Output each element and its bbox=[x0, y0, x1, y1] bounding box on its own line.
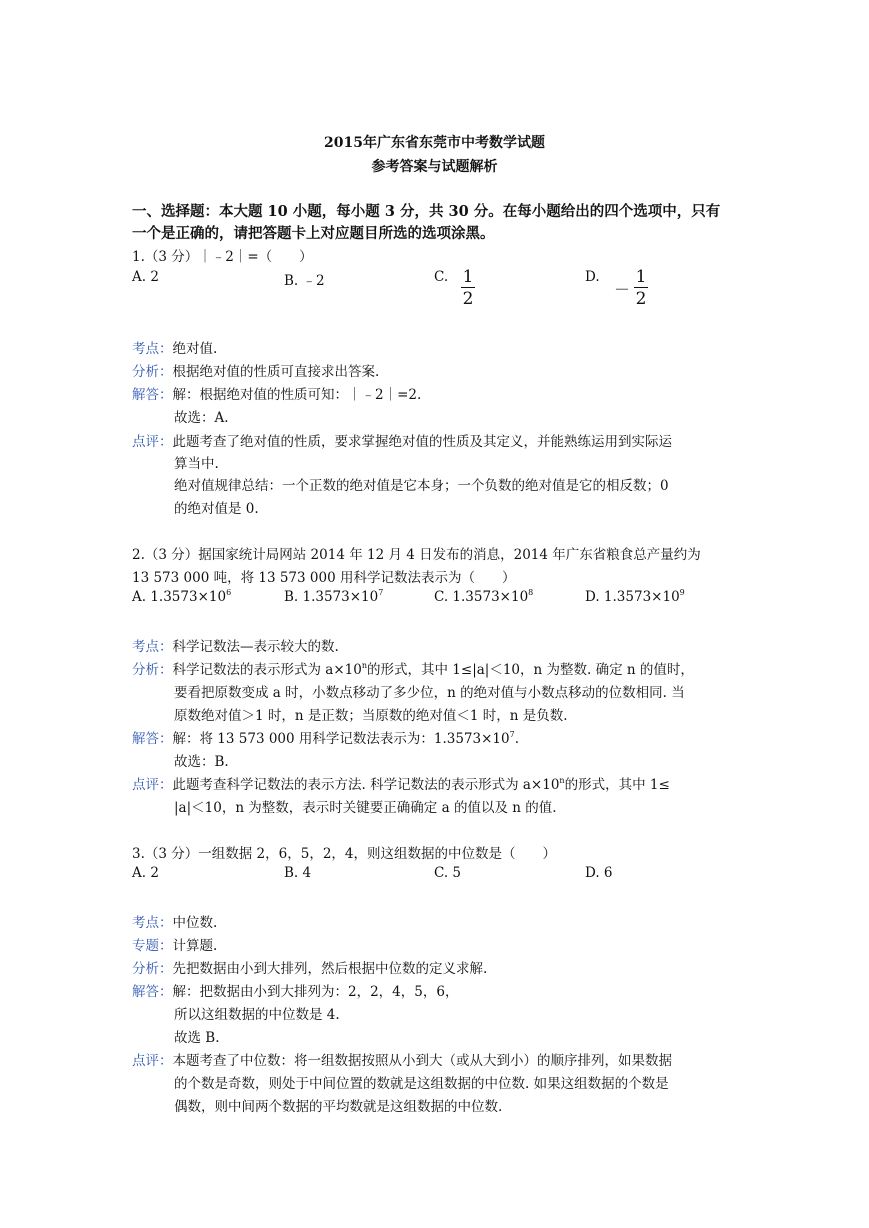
q1-jieda-choice: 故选：A. bbox=[174, 410, 229, 426]
q3-kaodian: 考点：中位数. bbox=[132, 915, 218, 931]
q2-jieda: 解答：解：将 13 573 000 用科学记数法表示为：$1.3573\times 10^7$. bbox=[132, 730, 519, 747]
q1-option-c-label: C. bbox=[434, 269, 449, 285]
q2-option-d: D. $1.3573\times 10^9$ bbox=[585, 588, 685, 605]
q2-fenxi: 分析：科学记数法的表示形式为 $a\times 10^n$的形式，其中 1≤|a|＜10，n 为整数. 确定 n 的值时， bbox=[132, 661, 694, 678]
q1-option-d-numerator: 1 bbox=[635, 267, 647, 287]
q2-fenxi-line3: 原数绝对值＞1 时，n 是正数；当原数的绝对值＜1 时，n 是负数. bbox=[174, 708, 568, 724]
q3-jieda: 解答：解：把数据由小到大排列为：2，2，4，5，6， bbox=[132, 984, 459, 1000]
q2-kaodian: 考点：科学记数法—表示较大的数. bbox=[132, 639, 339, 655]
q2-dianping: 点评：此题考查科学记数法的表示方法. 科学记数法的表示形式为 $a\times 10^n$的形式，其中 1≤ bbox=[132, 776, 670, 793]
q1-jieda: 解答：解：根据绝对值的性质可知：｜﹣2｜=2. bbox=[132, 387, 422, 403]
q3-option-b: B. 4 bbox=[284, 865, 312, 881]
q1-option-c-fraction bbox=[461, 268, 475, 308]
q1-kaodian: 考点：绝对值. bbox=[132, 341, 218, 357]
q2-jieda-choice: 故选：B. bbox=[174, 754, 229, 770]
q1-option-d-denominator: 2 bbox=[635, 289, 647, 309]
q2-option-b: B. $1.3573\times 10^7$ bbox=[284, 588, 384, 605]
q3-option-c: C. 5 bbox=[434, 865, 462, 881]
q1-dianping-line4: 的绝对值是 0. bbox=[174, 501, 259, 517]
q1-dianping: 点评：此题考查了绝对值的性质，要求掌握绝对值的性质及其定义，并能熟练运用到实际运 bbox=[132, 434, 672, 450]
q1-stem: 1.（3 分）｜﹣2｜=（ ） bbox=[132, 249, 313, 265]
q3-option-d: D. 6 bbox=[585, 865, 613, 881]
page-title: 2015年广东省东莞市中考数学试题 bbox=[324, 135, 545, 151]
q3-dianping-line3: 偶数，则中间两个数据的平均数就是这组数据的中位数. bbox=[174, 1099, 503, 1115]
q3-dianping: 点评：本题考查了中位数：将一组数据按照从小到大（或从大到小）的顺序排列，如果数据 bbox=[132, 1053, 672, 1069]
section-heading-line1: 一、选择题：本大题 10 小题，每小题 3 分，共 30 分。在每小题给出的四个选项中，只有 bbox=[132, 203, 721, 220]
q1-option-c-numerator: 1 bbox=[462, 267, 474, 287]
q1-dianping-line2: 算当中. bbox=[174, 456, 219, 472]
q1-dianping-line3: 绝对值规律总结：一个正数的绝对值是它本身；一个负数的绝对值是它的相反数；0 bbox=[174, 478, 669, 494]
q2-option-a: A. $1.3573\times 10^6$ bbox=[132, 588, 232, 605]
q3-fenxi: 分析：先把数据由小到大排列，然后根据中位数的定义求解. bbox=[132, 961, 488, 977]
section-heading-line2: 一个是正确的，请把答题卡上对应题目所选的选项涂黑。 bbox=[132, 225, 495, 242]
q2-dianping-line2: |a|＜10，n 为整数，表示时关键要正确确定 a 的值以及 n 的值. bbox=[174, 800, 557, 816]
q1-option-c-denominator: 2 bbox=[462, 289, 474, 309]
q3-option-a: A. 2 bbox=[132, 865, 159, 881]
q1-option-b: B. ﹣2 bbox=[284, 273, 325, 289]
q3-zhuanti: 专题：计算题. bbox=[132, 938, 218, 954]
q2-fenxi-line2: 要看把原数变成 a 时，小数点移动了多少位，n 的绝对值与小数点移动的位数相同. 当 bbox=[174, 685, 685, 701]
q3-jieda-choice: 故选 B. bbox=[174, 1030, 220, 1046]
page-subtitle: 参考答案与试题解析 bbox=[371, 159, 498, 175]
q3-stem: 3.（3 分）一组数据 2，6，5，2，4，则这组数据的中位数是（ ） bbox=[132, 846, 556, 862]
q1-option-a: A. 2 bbox=[132, 269, 159, 285]
q1-option-d-label: D. bbox=[585, 269, 600, 285]
q3-dianping-line2: 的个数是奇数，则处于中间位置的数就是这组数据的中位数. 如果这组数据的个数是 bbox=[174, 1076, 669, 1092]
q2-option-c: C. $1.3573\times 10^8$ bbox=[434, 588, 534, 605]
q2-stem-line1: 2.（3 分）据国家统计局网站 2014 年 12 月 4 日发布的消息，2014 年广东省粮食总产量约为 bbox=[132, 547, 701, 563]
q1-option-d-fraction bbox=[634, 268, 648, 308]
q2-stem-line2: 13 573 000 吨，将 13 573 000 用科学记数法表示为（ ） bbox=[132, 570, 516, 586]
q3-jieda-line2: 所以这组数据的中位数是 4. bbox=[174, 1007, 340, 1023]
q1-fenxi: 分析：根据绝对值的性质可直接求出答案. bbox=[132, 364, 380, 380]
q1-option-d-sign: － bbox=[614, 280, 631, 299]
